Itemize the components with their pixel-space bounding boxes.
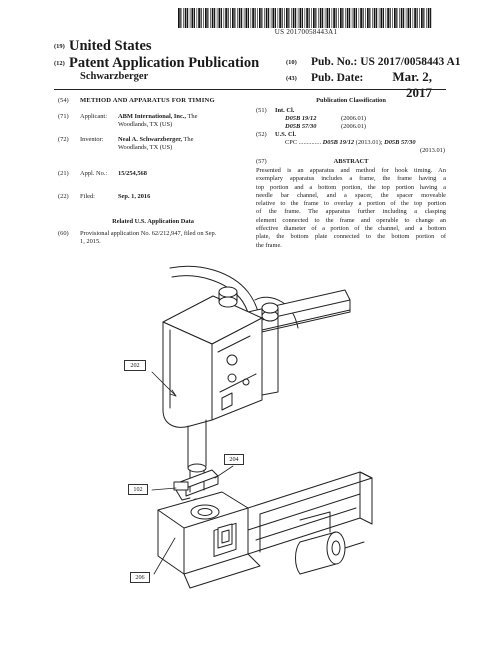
patent-figure bbox=[0, 250, 499, 646]
provisional-application: Provisional application No. 62/212,947, filed on Sep. 1, 2015. bbox=[80, 230, 217, 246]
inventor-header: Schwarzberger bbox=[80, 71, 149, 82]
appl-number: 15/254,568 bbox=[118, 170, 147, 177]
related-heading: Related U.S. Application Data bbox=[112, 218, 194, 225]
invention-title: METHOD AND APPARATUS FOR TIMING bbox=[80, 97, 215, 104]
cpc-line: CPC .............. D05B 19/12 (2013.01); D05B 57/30 bbox=[285, 139, 416, 146]
country-name: United States bbox=[69, 38, 152, 54]
country-line: (19) United States bbox=[54, 38, 152, 54]
abstract-text: Presented is an apparatus and method for hook timing. An exemplary apparatus includes a frame, the frame having a top portion and a bottom portion, the top portion having a needle bar channel, and a spacer, the spacer moveable relative to the frame to overlay a portion of the top portion of the frame. The apparatus further including a clasping element connected to the frame and operable to change an effective diameter of a portion of the channel, and a bottom plate, the bottom plate connected to the bottom portion of the frame. bbox=[256, 167, 446, 249]
header-rule bbox=[54, 89, 446, 90]
int-cl-list: D05B 19/12 (2006.01) D05B 57/30 (2006.01) bbox=[285, 115, 367, 131]
bottom-plate bbox=[158, 492, 248, 574]
us-cl-label: U.S. Cl. bbox=[275, 131, 296, 138]
int-cl-label: Int. Cl. bbox=[275, 107, 295, 114]
head-block bbox=[163, 296, 262, 427]
pub-number: US 2017/0058443 A1 bbox=[360, 56, 461, 68]
ref-204-label: 204 bbox=[224, 454, 244, 465]
classification-heading: Publication Classification bbox=[316, 97, 386, 104]
ref-202-label: 202 bbox=[124, 360, 146, 371]
barcode-number: US 20170058443A1 bbox=[274, 28, 338, 36]
filed-date: Sep. 1, 2016 bbox=[118, 193, 151, 200]
pub-date: Mar. 2, 2017 bbox=[392, 69, 432, 100]
abstract-heading: ABSTRACT bbox=[333, 158, 369, 165]
pub-date-line: (43) Pub. Date: bbox=[286, 72, 364, 84]
barcode bbox=[178, 8, 432, 28]
inventor: Neal A. Schwarzberger, The Woodlands, TX (US) bbox=[118, 136, 194, 152]
publication-type-line: (12) Patent Application Publication bbox=[54, 55, 260, 71]
ref-102-label: 102 bbox=[128, 484, 148, 495]
applicant: ABM International, Inc., The Woodlands, TX (US) bbox=[118, 113, 198, 129]
bottom-rail bbox=[248, 472, 372, 554]
ref-206-label: 206 bbox=[130, 572, 150, 583]
cpc-date: (2013.01) bbox=[419, 147, 445, 154]
publication-type: Patent Application Publication bbox=[69, 55, 260, 71]
roller bbox=[296, 532, 365, 574]
pub-number-line: (10) Pub. No.: US 2017/0058443 A1 bbox=[286, 56, 461, 68]
needle-bar bbox=[188, 420, 206, 468]
